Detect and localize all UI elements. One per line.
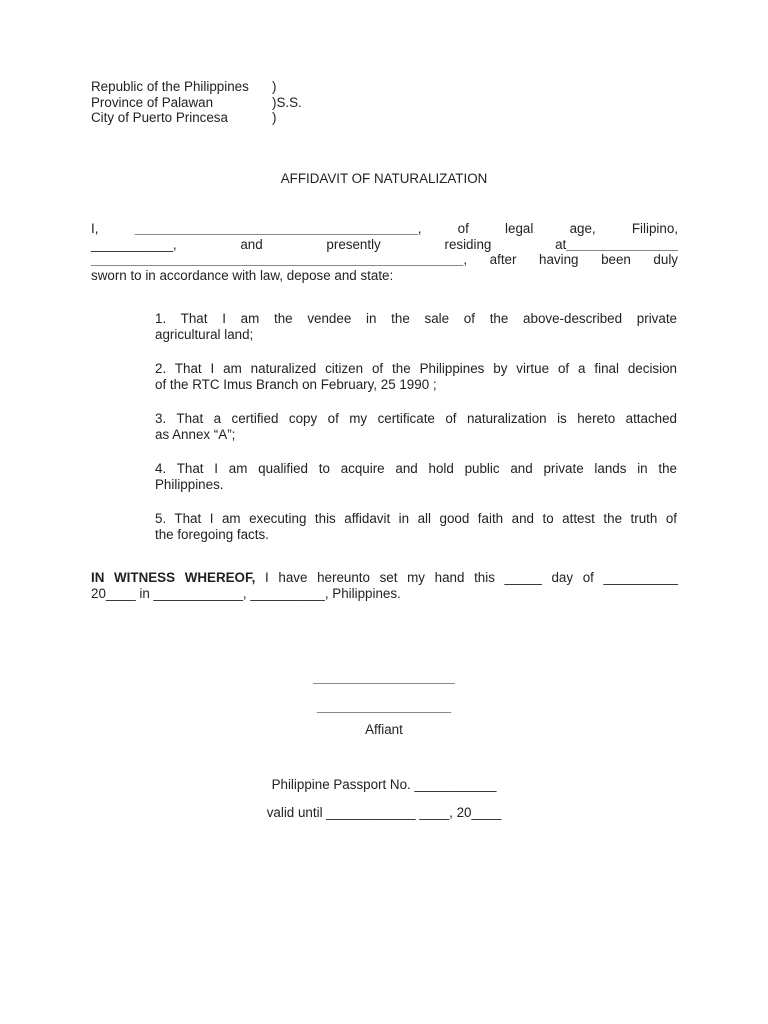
intro-line-1 [91,221,678,237]
witness-lead: IN WITNESS WHEREOF, [91,570,256,585]
venue-republic-paren: ) [272,79,277,94]
list-item [155,311,677,342]
address-blank-continued: __________________________________________________ [91,252,464,267]
word-residing: residing [444,236,492,252]
witness-line-1 [91,570,678,586]
venue-republic-text: Republic of the Philippines [91,79,249,94]
word-and: and [240,236,263,252]
witness-paragraph [91,570,678,601]
venue-province-text: Province of Palawan [91,94,214,110]
venue-ss-text: )S.S. [272,94,302,110]
item-3-line-2: as Annex “A”; [155,426,236,442]
item-1-line-1: 1. That I am the vendee in the sale of the above-described private [155,311,677,326]
word-presently: presently [326,236,381,252]
intro-line-3 [91,252,678,268]
intro-line1-rest: , of legal age, Filipino, [417,221,679,236]
item-1-line-2: agricultural land; [155,326,254,342]
numbered-items [155,311,677,561]
intro-line3-rest: , after having been duly [463,252,678,267]
venue-line-province [91,94,302,111]
venue-line-republic [91,79,277,95]
intro-paragraph [91,221,678,283]
intro-line-2 [91,237,678,253]
item-2-line-2: of the RTC Imus Branch on February, 25 1990 ; [155,376,437,392]
list-item [155,361,677,392]
nationality-blank: ___________, [91,236,177,252]
venue-city-text: City of Puerto Princesa [91,110,228,125]
intro-line-4: sworn to in accordance with law, depose and state: [91,267,394,283]
signature-line-2: __________________ [316,699,452,714]
venue-city-paren: ) [272,110,277,125]
item-3-line-1: 3. That a certified copy of my certificate of naturalization is hereto attached [155,411,677,426]
item-5-line-2: the foregoing facts. [155,526,269,542]
address-blank-start: _______________ [566,236,678,252]
passport-number-line: Philippine Passport No. ___________ [271,777,497,792]
item-5-line-1: 5. That I am executing this affidavit in all good faith and to attest the truth of [155,511,677,526]
valid-until-line: valid until ____________ ____, 20____ [266,805,502,820]
list-item [155,461,677,492]
witness-line-2: 20____ in ____________, __________, Philippines. [91,585,401,601]
venue-line-city [91,110,277,126]
name-blank: ______________________________________ [134,221,418,236]
witness-line1-rest: I have hereunto set my hand this _____ day of __________ [255,570,678,585]
signature-line-1: ___________________ [313,670,455,685]
intro-prefix: I, [91,221,135,236]
item-4-line-1: 4. That I am qualified to acquire and hold public and private lands in the [155,461,677,476]
document-title: AFFIDAVIT OF NATURALIZATION [280,171,488,186]
affiant-label: Affiant [365,722,403,737]
word-at: at [555,236,567,252]
list-item [155,511,677,542]
item-2-line-1: 2. That I am naturalized citizen of the Philippines by virtue of a final decision [155,361,677,376]
list-item [155,411,677,442]
venue-block [91,79,302,126]
item-4-line-2: Philippines. [155,476,224,492]
